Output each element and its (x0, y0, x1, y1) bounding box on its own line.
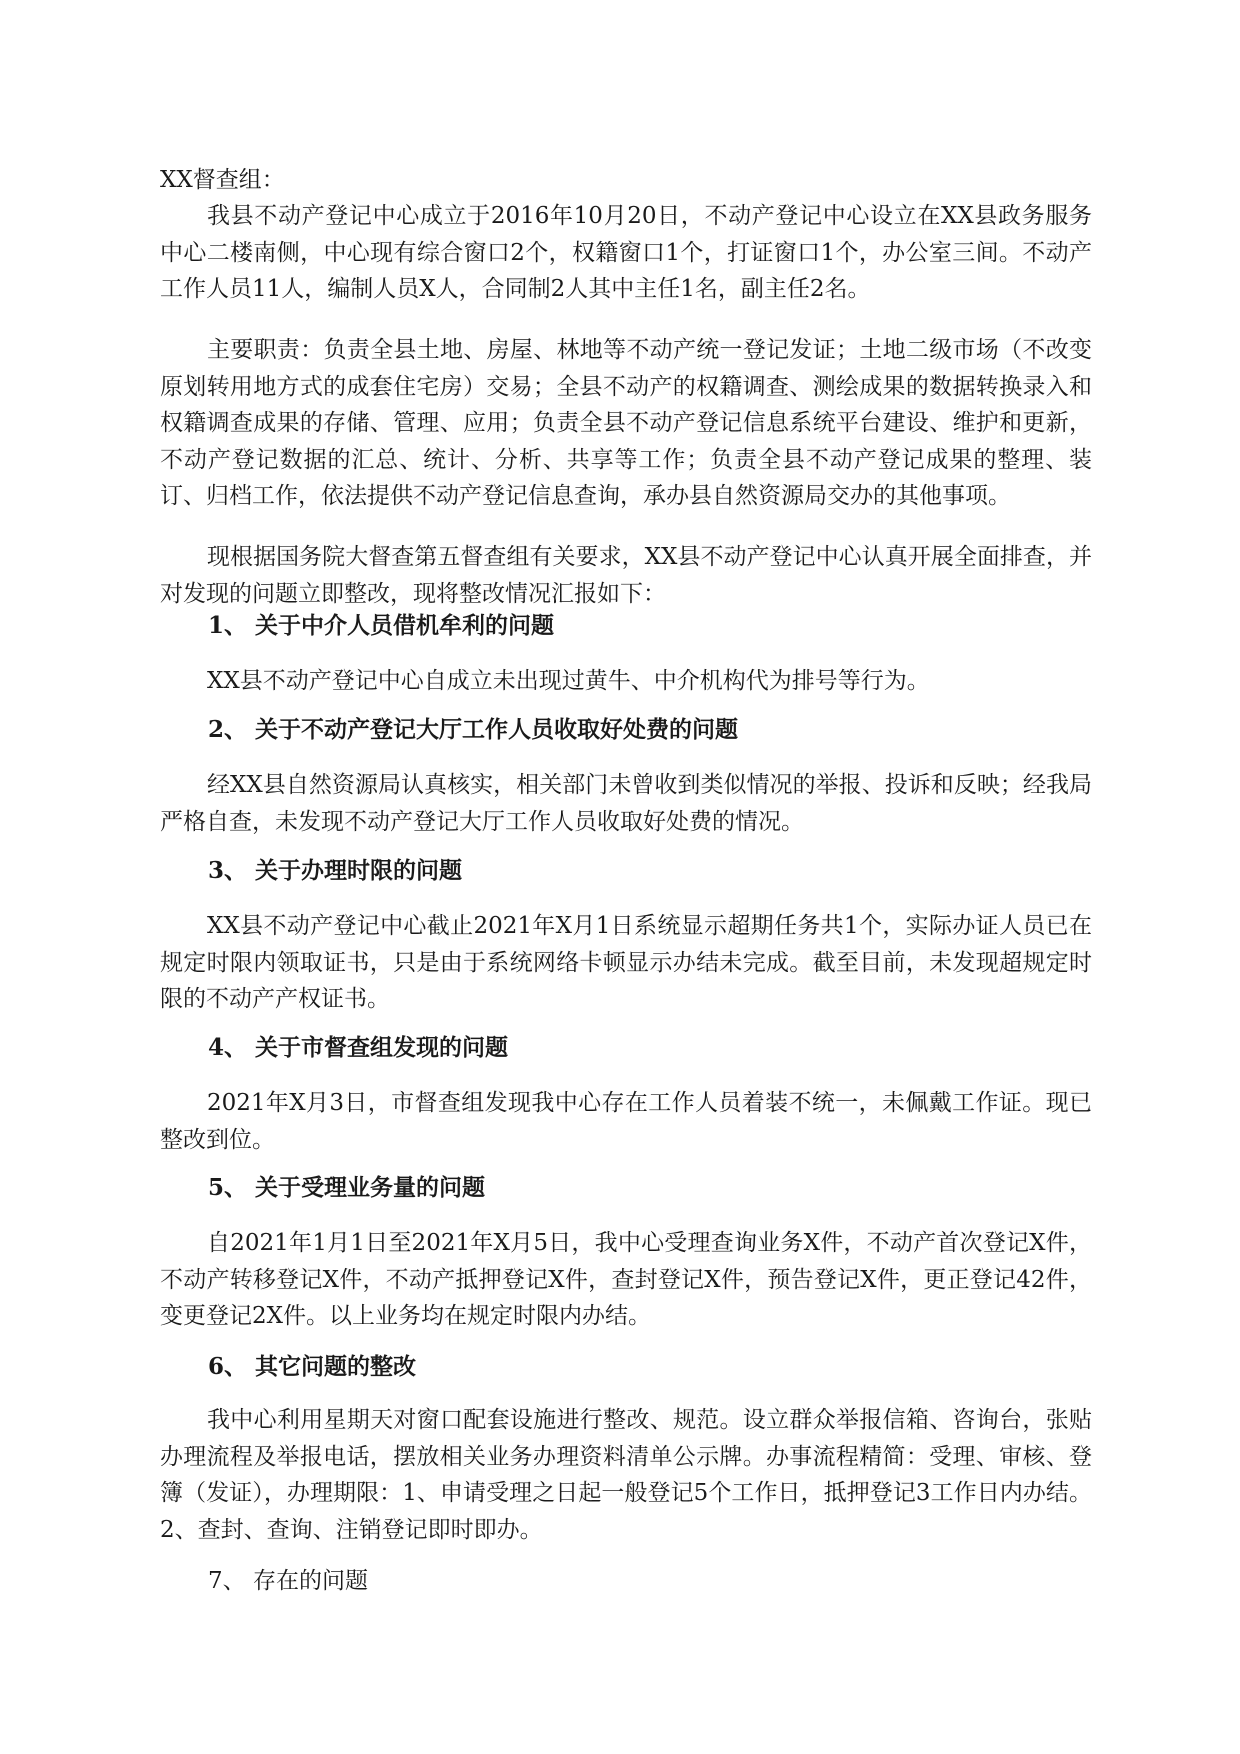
section-body: 2021年X月3日，市督查组发现我中心存在工作人员着装不统一，未佩戴工作证。现已整改到位。 (160, 1090, 1092, 1153)
section-heading: 3、 关于办理时限的问题 (208, 857, 463, 884)
duties-paragraph: 主要职责：负责全县土地、房屋、林地等不动产统一登记发证；土地二级市场（不改变原划转用地方式的成套住宅房）交易；全县不动产的权籍调查、测绘成果的数据转换录入和权籍调查成果的存储、管理、应用；负责全县不动产登记信息系统平台建设、维护和更新，不动产登记数据的汇总、统计、分析、共享等工作；负责全县不动产登记成果的整理、装订、归档工作，依法提供不动产登记信息查询，承办县自然资源局交办的其他事项。 (160, 337, 1092, 510)
intro-paragraph: 我县不动产登记中心成立于2016年10月20日，不动产登记中心设立在XX县政务服务中心二楼南侧，中心现有综合窗口2个，权籍窗口1个，打证窗口1个，办公室三间。不动产工作人员11人，编制人员X人，合同制2人其中主任1名，副主任2名。 (160, 203, 1092, 303)
report-intro-paragraph: 现根据国务院大督查第五督查组有关要求，XX县不动产登记中心认真开展全面排查，并对发现的问题立即整改，现将整改情况汇报如下： (160, 544, 1092, 607)
section-heading: 5、 关于受理业务量的问题 (208, 1174, 486, 1201)
section-body: XX县不动产登记中心截止2021年X月1日系统显示超期任务共1个，实际办证人员已在规定时限内领取证书，只是由于系统网络卡顿显示办结未完成。截至目前，未发现超规定时限的不动产产权证书。 (160, 913, 1092, 1013)
section-body: XX县不动产登记中心自成立未出现过黄牛、中介机构代为排号等行为。 (207, 668, 930, 694)
section-body: 我中心利用星期天对窗口配套设施进行整改、规范。设立群众举报信箱、咨询台，张贴办理流程及举报电话，摆放相关业务办理资料清单公示牌。办事流程精简：受理、审核、登簿（发证），办理期限：1、申请受理之日起一般登记5个工作日，抵押登记3工作日内办结。2、查封、查询、注销登记即时即办。 (160, 1407, 1092, 1543)
section-body: 经XX县自然资源局认真核实，相关部门未曾收到类似情况的举报、投诉和反映；经我局严格自查，未发现不动产登记大厅工作人员收取好处费的情况。 (160, 772, 1092, 835)
section-heading: 1、 关于中介人员借机牟利的问题 (208, 612, 555, 639)
section-body: 自2021年1月1日至2021年X月5日，我中心受理查询业务X件，不动产首次登记X件，不动产转移登记X件，不动产抵押登记X件，查封登记X件，预告登记X件，更正登记42件，变更登记2X件。以上业务均在规定时限内办结。 (160, 1230, 1092, 1330)
section-heading: 2、 关于不动产登记大厅工作人员收取好处费的问题 (208, 716, 739, 743)
salutation: XX督查组： (160, 167, 285, 193)
section-heading: 6、 其它问题的整改 (208, 1353, 417, 1380)
section-heading: 7、 存在的问题 (208, 1568, 368, 1594)
section-heading: 4、 关于市督查组发现的问题 (208, 1034, 509, 1061)
